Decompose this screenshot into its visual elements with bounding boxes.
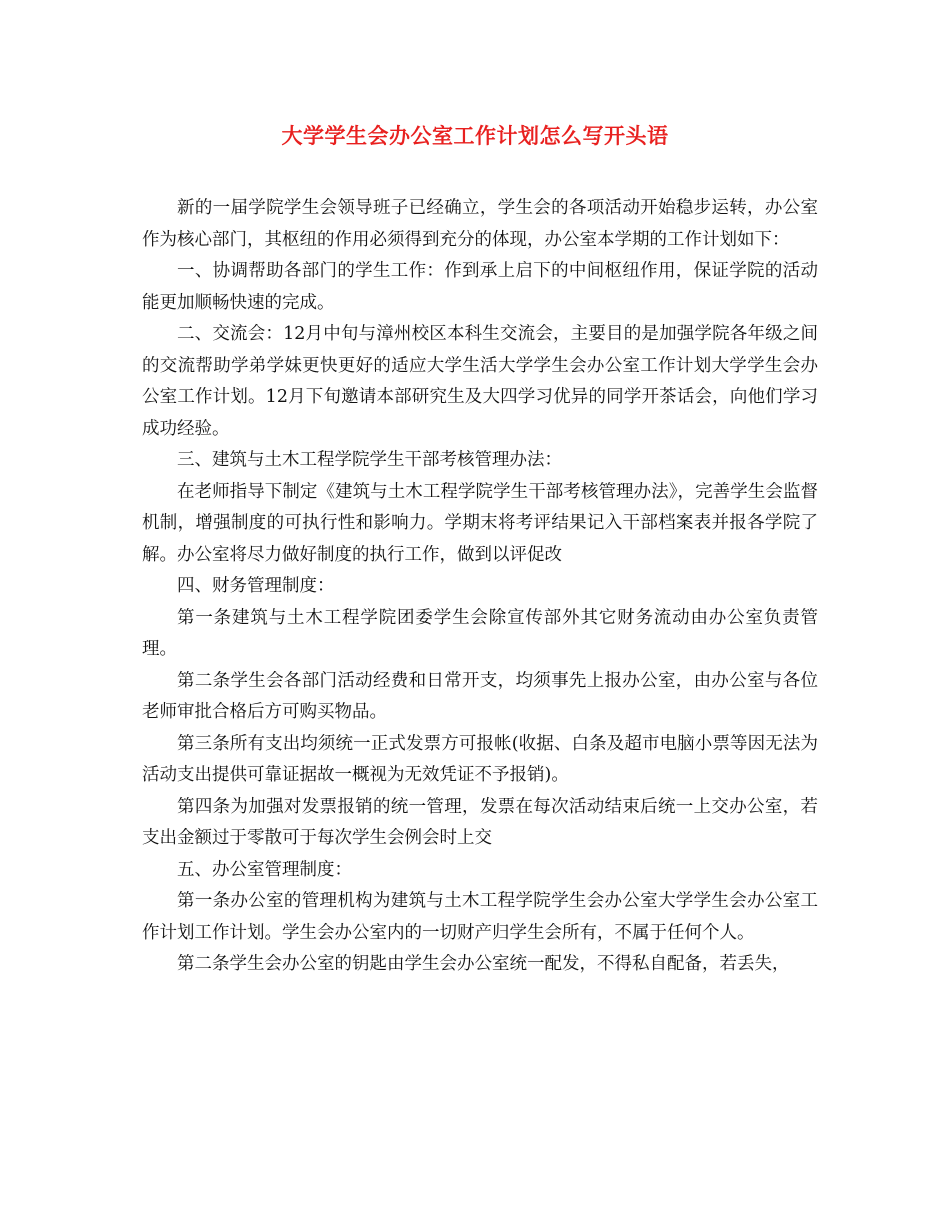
paragraph-section-2: 二、交流会：12月中旬与漳州校区本科生交流会，主要目的是加强学院各年级之间的交流帮助学弟学妹更快更好的适应大学生活大学学生会办公室工作计划大学学生会办公室工作计划。12月下旬邀请本部研究生及大四学习优异的同学开茶话会，向他们学习成功经验。 [142,324,818,439]
paragraph-office-article-2: 第二条学生会办公室的钥匙由学生会办公室统一配发，不得私自配备，若丢失， [177,954,790,974]
paragraph-finance-article-1: 第一条建筑与土木工程学院团委学生会除宣传部外其它财务流动由办公室负责管理。 [142,607,818,659]
paragraph-finance-article-4: 第四条为加强对发票报销的统一管理，发票在每次活动结束后统一上交办公室，若支出金额过于零散可于每次学生会例会时上交 [142,796,818,848]
paragraph-office-article-1: 第一条办公室的管理机构为建筑与土木工程学院学生会办公室大学学生会办公室工作计划工作计划。学生会办公室内的一切财产归学生会所有，不属于任何个人。 [142,891,818,943]
paragraph-section-3-body: 在老师指导下制定《建筑与土木工程学院学生干部考核管理办法》，完善学生会监督机制，增强制度的可执行性和影响力。学期末将考评结果记入干部档案表并报各学院了解。办公室将尽力做好制度的执行工作，做到以评促改 [142,481,818,565]
paragraph-section-3-heading: 三、建筑与土木工程学院学生干部考核管理办法： [177,450,562,470]
paragraph-finance-article-3: 第三条所有支出均须统一正式发票方可报帐(收据、白条及超市电脑小票等因无法为活动支出提供可靠证据故一概视为无效凭证不予报销)。 [142,733,818,785]
paragraph-section-4-heading: 四、财务管理制度： [177,576,335,596]
paragraph-finance-article-2: 第二条学生会各部门活动经费和日常开支，均须事先上报办公室，由办公室与各位老师审批合格后方可购买物品。 [142,670,818,722]
paragraph-intro: 新的一届学院学生会领导班子已经确立，学生会的各项活动开始稳步运转，办公室作为核心部门，其枢纽的作用必须得到充分的体现，办公室本学期的工作计划如下： [142,198,818,250]
document-title: 大学学生会办公室工作计划怎么写开头语 [281,123,669,148]
paragraph-section-1: 一、协调帮助各部门的学生工作：作到承上启下的中间枢纽作用，保证学院的活动能更加顺畅快速的完成。 [142,261,818,313]
paragraph-section-5-heading: 五、办公室管理制度： [177,859,352,880]
document-body [142,193,818,981]
